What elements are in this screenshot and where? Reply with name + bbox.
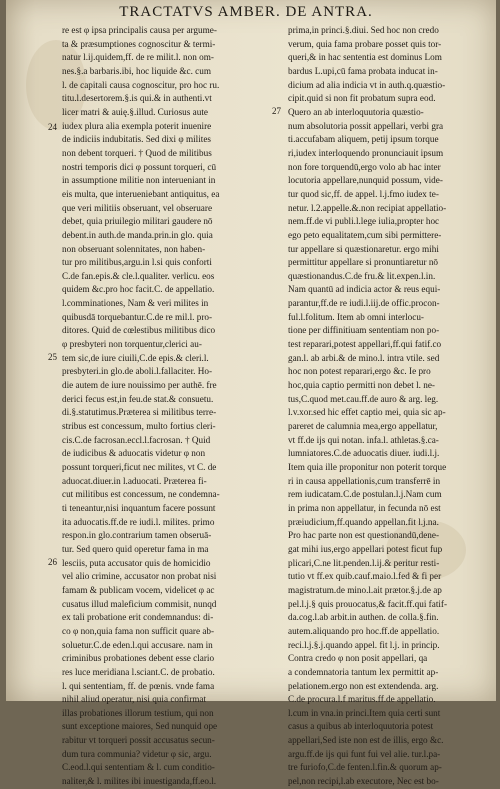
text-line: Nam quantū ad indicia actor & reus equi- <box>288 284 441 295</box>
text-line: l.comminationes, Nam & veri milites in <box>62 298 209 309</box>
text-line: tus,C.quod met.cau.ff.de auro & arg. leg. <box>288 393 439 404</box>
text-line: quæstionandus.C.de fru.& lit.expen.l.in. <box>288 270 436 281</box>
right-text-column <box>288 24 496 789</box>
text-line: tre furiofo,C.de fenten.l.fin.& quorum ap- <box>288 762 442 773</box>
text-line: eis multa, que interueniebant antiquitus, ea <box>62 188 220 199</box>
text-line: C.de procura.l.f maritus.ff.de appellatio. <box>288 694 436 705</box>
text-line: pel,non recipi,l.ab executore, Nec est bo- <box>288 776 439 787</box>
marginal-number: 26 <box>48 557 57 567</box>
text-line: de iudicibus & aduocatis videtur φ non <box>62 448 206 459</box>
text-line: casus a quibus ab interloquutoria potest <box>288 721 434 732</box>
text-line: rem iudicatam.C.de postulan.l.j.Nam cum <box>288 489 442 500</box>
running-head: TRACTATVS AMBER. DE ANTRA. <box>119 4 373 20</box>
text-line: tione per diffinitiuam sententiam non po- <box>288 325 440 336</box>
text-line: respon.in glo.contrarium tamen obseruā- <box>62 530 212 541</box>
text-line: a condemnatoria tantum lex permittit ap- <box>288 666 439 677</box>
text-line: nostri temporis dici φ possunt torqueri, cū <box>62 161 217 172</box>
text-line: num absolutoria possit appellari, verbi gra <box>288 120 444 131</box>
text-line: nem.ff.de vi publi.l.lege iulia,propter hoc <box>288 216 440 227</box>
text-line: parantur,ff.de re iudi.l.iij.de offic.procon- <box>288 298 440 309</box>
text-line: l.cum in vna.in princi.Item quia certi sunt <box>288 707 441 718</box>
text-line: ita aduocatis.ff.de re iudi.l. milites. primo <box>62 516 215 527</box>
text-line: famam & publicam vocem, videlicet φ ac <box>62 584 215 595</box>
text-line: nes.§.a barbaris.ibi, hoc liquide &c. cum <box>62 65 212 76</box>
text-line: test reparari,potest appellari,ff.qui fatif.co <box>288 339 442 350</box>
text-line: non fore torquendū,ergo volo ab hac inter <box>288 161 441 172</box>
text-line: sunt exceptione maiores, Sed nunquid ope <box>62 721 218 732</box>
text-line: Pro hac parte non est questionandū,dene- <box>288 530 440 541</box>
text-line: C.eod.l.qui sententiam & l. cum conditio- <box>62 762 215 773</box>
text-line: non debent torqueri. † Quod de militibus <box>62 147 212 158</box>
text-line: die autem de iure nouissimo per authē. fre <box>62 380 217 391</box>
text-line: plicari,C.ne lit.penden.l.ij.& peritur resti- <box>288 557 440 568</box>
text-line: tem sic,de iure ciuili,C.de epis.& cleri.l. <box>62 352 209 363</box>
text-line: titu.l.desertorem.§.is qui.& in authenti.vt <box>62 93 212 104</box>
text-line: licer matri & auię.§.illud. Curiosus aute <box>62 106 208 117</box>
marginal-number: 27 <box>272 106 281 116</box>
text-line: hoc non potest reparari,ergo &c. Ie pro <box>288 366 431 377</box>
text-line: que veri militiis obseruant, vel obseruare <box>62 202 213 213</box>
text-line: illas probationes illorum testium, qui non <box>62 707 214 718</box>
text-line: in assumptione militie non interueniant in <box>62 175 216 186</box>
text-line: criminibus probationes debent esse clario <box>62 653 215 664</box>
text-line: natur l.ij.quidem,ff. de re milit.l. non om- <box>62 52 214 63</box>
text-line: permittitur appellare si pronuntiaretur nō <box>288 257 439 268</box>
text-line: quidem &c.pro hoc facit.C. de appellatio. <box>62 284 215 295</box>
text-line: pel.l.j.§ quis prouocatus,& facit.ff.qui fatif- <box>288 598 448 609</box>
marginal-number: 24 <box>48 122 57 132</box>
text-line: possunt torqueri,ficut nec milites, vt C. de <box>62 462 217 472</box>
text-line: nihil aliud operatur, nisi quia confirmat <box>62 694 207 705</box>
text-line: Quero an ab interloquutoria quæstio- <box>288 106 424 117</box>
text-line: tur pro militibus,argu.in l.si quis conforti <box>62 257 212 268</box>
text-line: ti.accufabam aliquem, petij ipsum torque <box>288 134 439 145</box>
text-line: re est φ ipsa principalis causa per argume- <box>62 25 217 35</box>
text-line: debet, quia priuilegio militari gaudere nō <box>62 216 213 227</box>
text-line: iudex plura alia exempla poterit inuenire <box>62 120 212 131</box>
text-line: vel alio crimine, accusator non probat nisi <box>62 571 217 582</box>
text-line: pareret de calumnia mea,ergo appellatur, <box>288 421 438 432</box>
left-text-column <box>62 24 270 789</box>
text-line: dum tura communia? videtur φ sic, argu. <box>62 748 212 759</box>
text-line: ditores. Quid de cœlestibus militibus dico <box>62 325 216 336</box>
text-line: co φ non,quia fama non sufficit quare ab- <box>62 625 215 636</box>
text-line: tur. Sed quero quid operetur fama in ma <box>62 543 209 554</box>
text-line: bardus L.upi,cū fama probata inducat in- <box>288 65 438 76</box>
text-line: tur appellare si quæstionaretur. ergo mihi <box>288 243 439 254</box>
text-line: ta & præsumptiones cognoscitur & termi- <box>62 38 216 49</box>
text-line: rabitur vt torqueri possit accusatus secun- <box>62 735 215 746</box>
text-line: naliter,& l. milites ibi inuestiganda,ff.eo.l. <box>62 776 217 787</box>
text-line: l. de capitali causa cognoscitur, pro hoc ru. <box>62 79 220 90</box>
text-line: non obseruant solennitates, non haben- <box>62 243 206 254</box>
marginal-number: 25 <box>48 352 57 362</box>
text-line: ti teneantur,nisi inquantum facere possunt <box>62 502 216 513</box>
text-line: verum, quia fama probare posset quis tor- <box>288 38 442 49</box>
text-line: præiudicium,ff.quando appellan.fit l.j.na. <box>288 516 439 527</box>
text-line: cis.C.de facrosan.eccl.l.facrosan. † Quid <box>62 434 211 445</box>
text-line: quibusdā torquebantur.C.de re mil.l. pro- <box>62 311 213 322</box>
text-line: tutio vt ff.ex quib.cauf.maio.l.fed & fi per <box>288 571 442 582</box>
text-line: lesciis, puta accusator quis de homicidio <box>62 557 211 568</box>
text-line: res luce meridiana l.sciant.C. de probatio. <box>62 666 215 677</box>
text-line: hoc,quia captio permitti non debet l. ne- <box>288 380 435 391</box>
text-line: da.cog.l.ab arbit.in authen. de colla.§.fin. <box>288 612 439 623</box>
text-line: queri,& in hac sententia est dominus Lom <box>288 52 442 63</box>
text-line: debent.in auth.de manda.prin.in glo. quia <box>62 229 213 240</box>
text-line: ego peto equalitatem,cum sibi permittere- <box>288 229 442 240</box>
text-line: presbyteri.in glo.de aboli.l.fallaciter. Ho- <box>62 366 213 377</box>
text-line: netur. l.2.appelle.&.non recipiat appellatio- <box>288 202 447 213</box>
text-line: ful.l.folitum. Item ab omni interlocu- <box>288 311 424 322</box>
text-line: autem.aliquando pro hoc.ff.de appellatio. <box>288 625 440 636</box>
text-line: ex tali probatione erit condemnandus: di- <box>62 612 214 623</box>
text-line: locutoria appellare,nunquid possum, vide- <box>288 175 443 186</box>
text-line: ri in causa appellationis,cum transferrē in <box>288 475 441 486</box>
text-line: appellari,Sed iste non est de illis, ergo &c. <box>288 735 444 746</box>
text-line: di.§.statutimus.Præterea si militibus terre- <box>62 407 217 418</box>
text-line: in prima non appellatur, in fecunda nō est <box>288 502 441 513</box>
text-line: gat mihi ius,ergo appellari potest ficut fup <box>288 543 443 554</box>
text-line: pelationem.ergo non est extendenda. arg. <box>288 680 439 691</box>
text-line: l. qui sententiam, ff. de pœnis. vnde fama <box>62 680 215 691</box>
text-line: Contra credo φ non posit appellari, qa <box>288 653 428 664</box>
book-page <box>6 0 496 787</box>
text-line: lumniatores.C.de aduocatis diuer. iudi.l.j. <box>288 448 440 459</box>
text-line: gan.l. ab arbi.& de mino.l. intra vtile. sed <box>288 352 440 363</box>
text-line: argu.ff.de ijs qui funt fui vel alie. tur.l.pa- <box>288 748 441 759</box>
text-line: soluetur.C.de eden.l.qui accusare. nam in <box>62 639 213 650</box>
text-line: ri,iudex interloquendo pronunciauit ipsum <box>288 147 444 158</box>
text-line: C.de fan.epis.& cle.l.qualiter. verlicu. eos <box>62 270 215 281</box>
text-line: stribus est concessum, multo fortius cleri- <box>62 421 216 432</box>
text-line: dicium ad alia indicia vt in auth.q.quæstio- <box>288 79 446 90</box>
text-line: vt ff.de ijs qui notan. infa.l. athletas.§.ca- <box>288 434 439 445</box>
text-line: l.v.xor.sed hic effet captio mei, quia sic ap- <box>288 407 446 418</box>
text-line: aduocat.diuer.in l.aduocati. Præterea fi- <box>62 475 207 486</box>
text-line: de indiciis indubitatis. Sed dixi φ milites <box>62 134 211 145</box>
text-line: φ presbyteri non torquentur,clerici au- <box>62 339 202 350</box>
text-line: cipit.quid si non fit probatum supra eod. <box>288 93 436 104</box>
text-line: magistratum.de mino.l.ait prætor.§.j.de ap <box>288 584 442 595</box>
text-line: cusatus illud maleficium commisit, nunqd <box>62 598 217 609</box>
text-line: Item quia ille proponitur non poterit torque <box>288 462 447 472</box>
text-line: derici fecus est,in feu.de stat.& consuetu. <box>62 393 214 404</box>
text-line: tur quod sic,ff. de appel. l.j.fmo iudex te- <box>288 188 439 199</box>
text-line: prima,in princi.§.diui. Sed hoc non credo <box>288 25 439 35</box>
text-line: reci.l.j.§.j.quando appel. fit l.j. in princip. <box>288 639 440 650</box>
text-line: cut militibus est concessum, ne condemna- <box>62 489 220 500</box>
